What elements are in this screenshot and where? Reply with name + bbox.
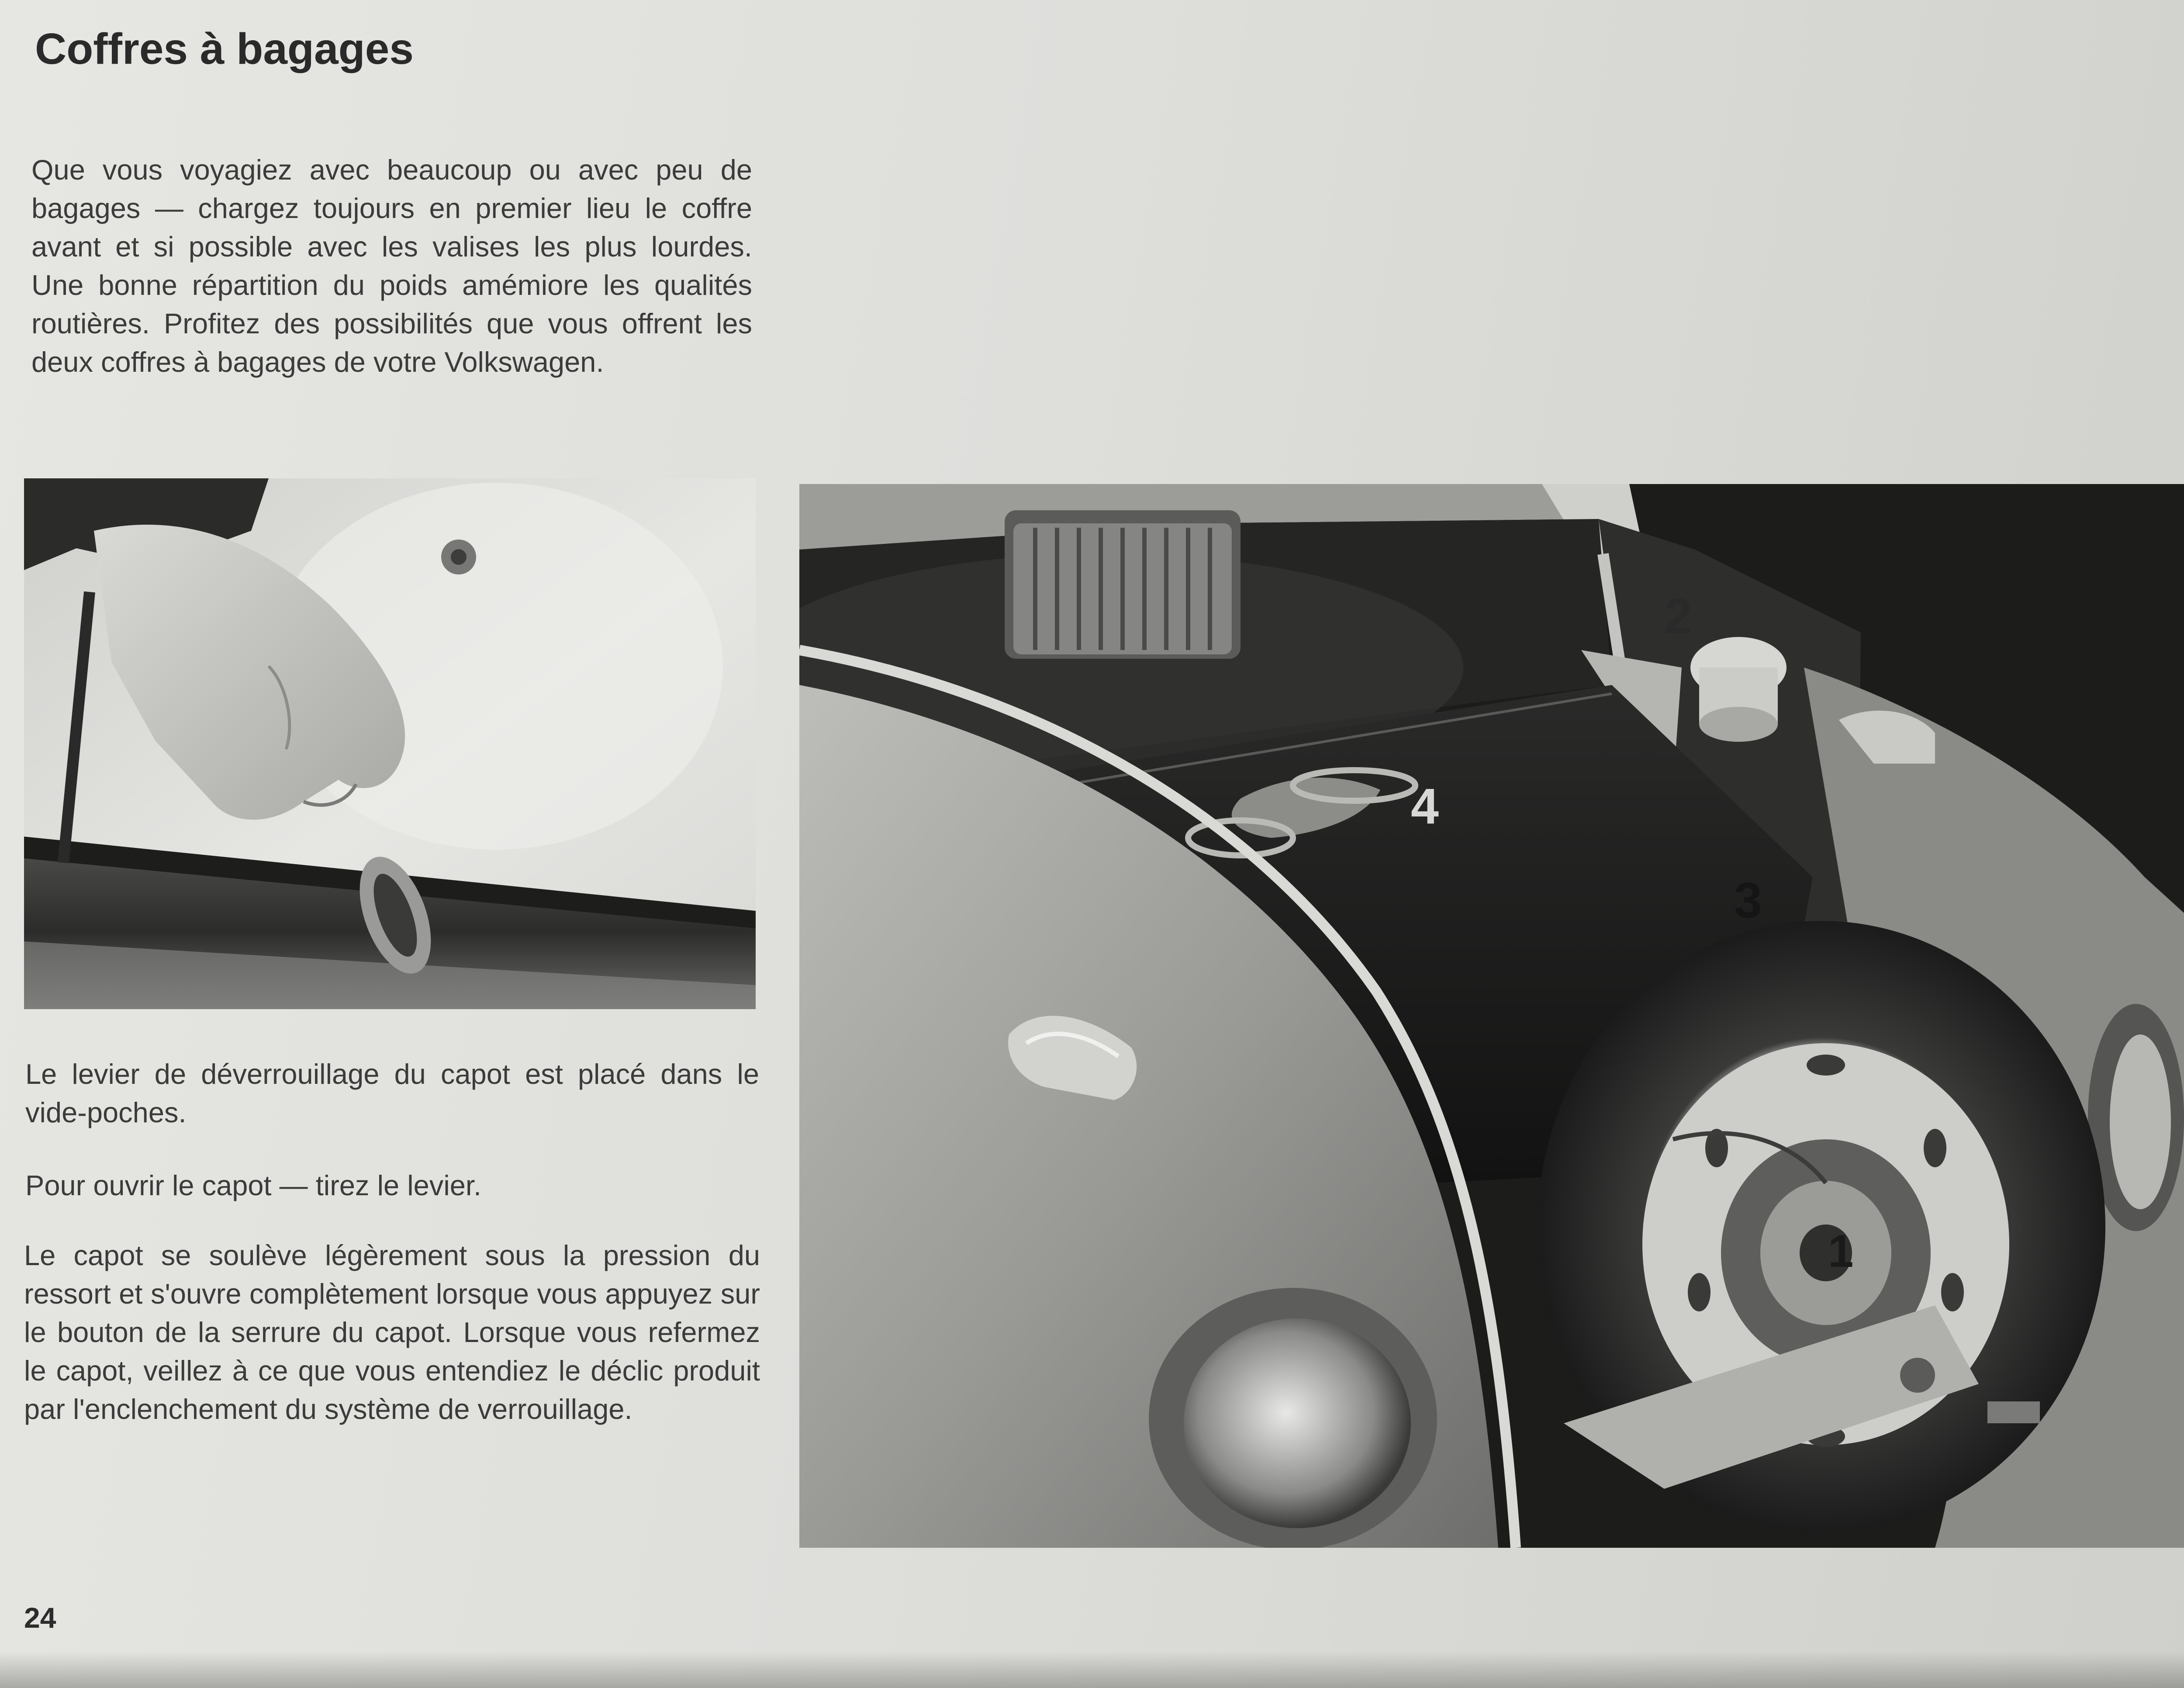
intro-paragraph: Que vous voyagiez avec beaucoup ou avec peu de bagages — chargez toujours en premier lieu le coffre avant et si possible avec les valises les plus lourdes. Une bonne répartition du poids amémiore les qualités routières. Profitez des possibilités que vous offrent les deux coffres à bagages de votre Volkswagen.	[31, 154, 752, 378]
page-number: 24	[24, 1602, 56, 1634]
open-hood-paragraph: Pour ouvrir le capot — tirez le levier.	[25, 1169, 482, 1201]
hood-release-photo	[24, 478, 756, 1009]
callout-2: 2	[1664, 588, 1692, 644]
callout-3: 3	[1734, 872, 1762, 928]
callout-4: 4	[1411, 778, 1439, 834]
release-lever-paragraph: Le levier de déverrouillage du capot est placé dans le vide-poches.	[25, 1058, 759, 1128]
page-bottom-shadow	[0, 1651, 2184, 1688]
callout-1: 1	[1828, 1226, 1854, 1277]
hood-spring-paragraph: Le capot se soulève légèrement sous la pression du ressort et s'ouvre complètement lorsque vous appuyez sur le bouton de la serrure du capot. Lorsque vous refermez le capot, veillez à ce que vous entendiez le déclic produit par l'enclenchement du système de verrouillage.	[24, 1239, 760, 1425]
page-title: Coffres à bagages	[35, 24, 414, 73]
front-trunk-photo	[799, 484, 2184, 1548]
